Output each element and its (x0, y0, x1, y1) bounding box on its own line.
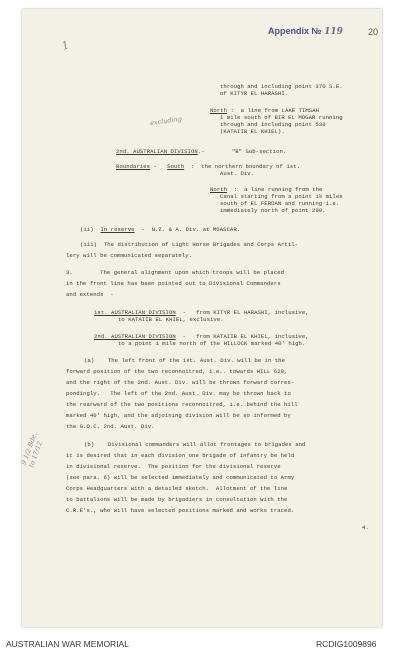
text-line: (iii) The distribution of Light Horse Brigades and Corps Artil- (80, 241, 299, 248)
document-page (19, 9, 382, 627)
footer-id: RCDIG1009896 (316, 639, 377, 649)
text-line (116, 148, 286, 155)
handwritten-margin-note: 9 1/2 Bde. to 17/12 (19, 431, 45, 469)
text-line: lery will be communicated separately. (66, 252, 193, 259)
text-line (94, 309, 309, 316)
north-label: North (210, 107, 228, 114)
text-line (210, 186, 322, 193)
south-label: South (167, 163, 185, 170)
handwritten-excluding: excluding (149, 114, 183, 128)
text-span: - N.Z. & A. Div. at MOASCAR. (134, 226, 241, 233)
boundaries-label: Boundaries (116, 163, 151, 170)
text-line: of KITYR EL HARASHI. (220, 90, 289, 97)
text-line: 3. The general alignment upon which troops will be placed (66, 269, 285, 276)
text-line: to a point 1 mile north of the HILLOCK marked 40' high. (118, 340, 306, 347)
text-span: (ii) (80, 226, 101, 233)
page-number: 20 (368, 27, 379, 37)
text-line: Corps Headquarters with a detailed sketch. Allotment of the line (66, 485, 288, 492)
text-line (116, 163, 300, 170)
text-span: - from KATAIIB EL KHIEL, inclusive, (175, 333, 309, 340)
text-line (80, 226, 240, 233)
appendix-number: 119 (324, 27, 343, 37)
text-line: in the front line has been pointed out to Divisional Commanders (66, 280, 281, 287)
text-line: pondingly. The left of the 2nd. Aust. Div. may be thrown back to (66, 390, 291, 397)
in-reserve-label: In reserve (100, 226, 135, 233)
text-line: the G.O.C. 2nd. Aust. Div. (66, 423, 155, 430)
division-heading: 2nd. AUSTRALIAN DIVISION (94, 333, 176, 340)
text-line: to KATAIIB EL KHIEL, exclusive. (118, 316, 224, 323)
text-line: (a) The left front of the 1st. Aust. Div. will be in the (84, 357, 286, 364)
continuation-marker: 4. (362, 524, 369, 531)
text-line: and the right of the 2nd. Aust. Div. will be thrown forward corres- (66, 379, 295, 386)
text-span: : a line running from the (227, 186, 323, 193)
text-span: - (150, 163, 168, 170)
footer-source: AUSTRALIAN WAR MEMORIAL (6, 639, 129, 649)
text-line: it is desired that in each division one brigade of infantry be held (66, 452, 295, 459)
text-line: and extends - (66, 291, 114, 298)
north-label: North (210, 186, 228, 193)
appendix-stamp (268, 26, 343, 37)
text-line (210, 107, 319, 114)
text-line: (see para. 6) will be selected immediately and communicated to Army (66, 474, 295, 481)
text-line: Aust. Div. (220, 170, 255, 177)
margin-mark: 1 (59, 38, 72, 53)
text-line: forward position of the two reconnoitred, i.e.. towards HILL 620, (66, 368, 288, 375)
appendix-label: Appendix № (268, 26, 322, 36)
text-line: through and including point 370 S.E. (220, 83, 343, 90)
text-line (94, 333, 309, 340)
division-heading: 2nd. AUSTRALIAN DIVISION (116, 148, 198, 155)
text-span: : a line from LAKE TIMSAH (227, 107, 320, 114)
text-line: to battalions will be made by brigadiers in consultation with the (66, 496, 288, 503)
text-span: - from KITYR EL HARASHI, inclusive, (175, 309, 309, 316)
text-line: immediately north of point 290. (220, 207, 326, 214)
text-line: in divisional reserve. The position for the divisional reserve (66, 463, 281, 470)
text-line: (b) Divisional commanders will allot frontages to brigades and (84, 441, 306, 448)
text-span: .- "B" Sub-section. (197, 148, 287, 155)
text-line: (KATAIIB EL KHIEL). (220, 128, 285, 135)
text-line: south of EL FERDAN and running i.e. (220, 200, 340, 207)
text-line: the rearward of the two positions reconnoitred, i.e. behind the hill (66, 401, 298, 408)
text-line: Canal starting from a point 1½ miles (220, 193, 343, 200)
text-line: marked 40' high, and the adjoining division will be so informed by (66, 412, 291, 419)
text-line: 1 mile south of BIR EL MOGAR running (220, 114, 343, 121)
text-line: through and including point 530 (220, 121, 326, 128)
division-heading: 1st. AUSTRALIAN DIVISION (94, 309, 176, 316)
text-span: : the northern boundary of 1st. (184, 163, 301, 170)
text-line: C.R.E's., who will have selected positions marked and works traced. (66, 507, 295, 514)
